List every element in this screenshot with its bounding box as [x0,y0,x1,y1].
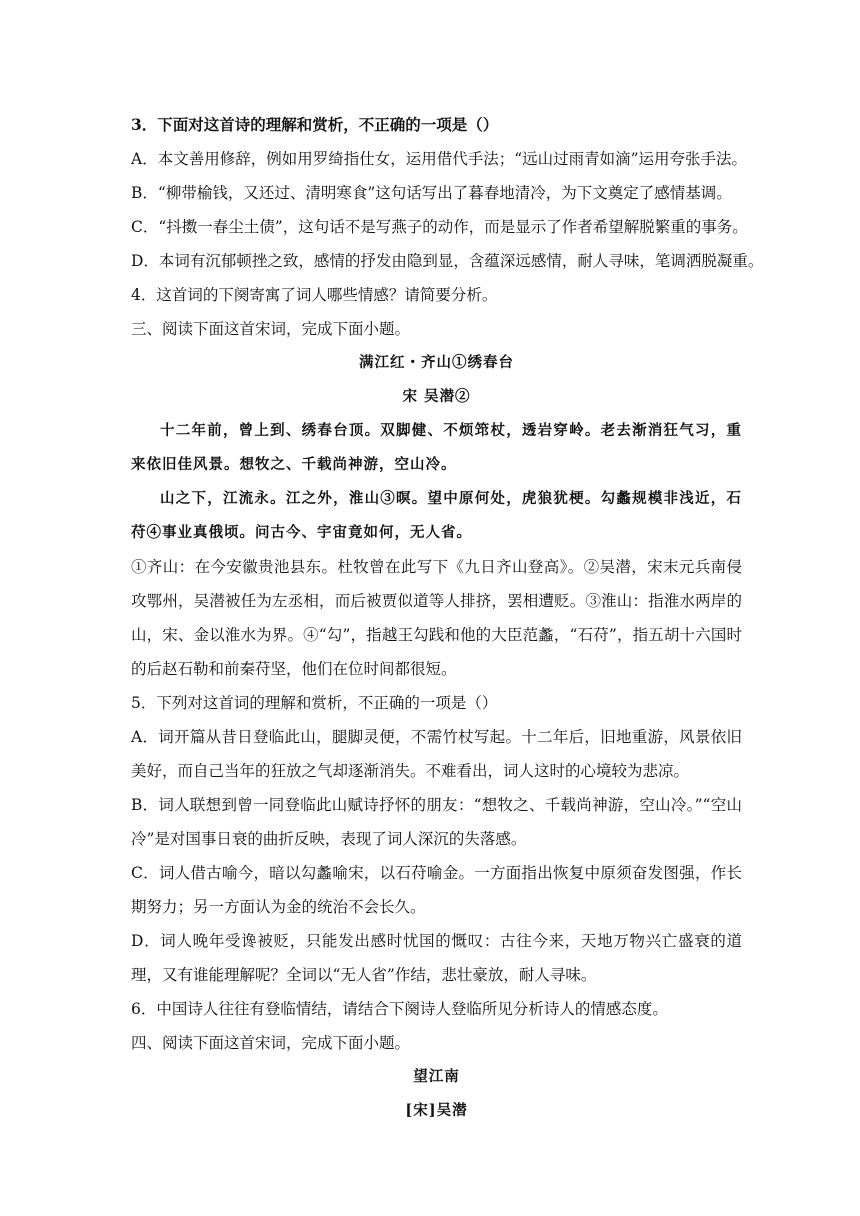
q5-option-b: B．词人联想到曾一同登临此山赋诗抒怀的朋友：“想牧之、千载尚神游，空山冷。”“空山冷”是对国事日衰的曲折反映，表现了词人深沉的失落感。 [131,796,742,848]
poem2-author: [宋]吴潜 [405,1102,468,1119]
q4-stem: 4．这首词的下阕寄寓了词人哪些情感？请简要分析。 [131,286,498,304]
q3-option-a: A．本文善用修辞，例如用罗绮指仕女，运用借代手法；“远山过雨青如滴”运用夸张手法。 [131,150,748,168]
q6-stem: 6．中国诗人往往有登临情结，请结合下阕诗人登临所见分析诗人的情感态度。 [131,1000,668,1018]
q3-option-b: B．“柳带榆钱，又还过、清明寒食”这句话写出了暮春地清冷，为下文奠定了感情基调。 [131,184,732,202]
q3-stem: 3．下面对这首诗的理解和赏析，不正确的一项是（） [131,115,499,134]
poem1-title: 满江红・齐山①绣春台 [359,354,514,371]
section4-heading: 四、阅读下面这首宋词，完成下面小题。 [131,1034,411,1052]
q5-stem: 5．下列对这首词的理解和赏析，不正确的一项是（） [131,694,498,712]
poem1-stanza1: 十二年前，曾上到、绣春台顶。双脚健、不烦筇杖，透岩穿岭。老去渐消狂气习，重来依旧佳风景。想牧之、千载尚神游，空山冷。 [131,422,742,473]
q5-option-a: A．词开篇从昔日登临此山，腿脚灵便，不需竹杖写起。十二年后，旧地重游，风景依旧美好，而自己当年的狂放之气却逐渐消失。不难看出，词人这时的心境较为悲凉。 [131,728,742,780]
q5-option-d: D．词人晚年受谗被贬，只能发出感时忧国的慨叹：古往今来，天地万物兴亡盛衰的道理，又有谁能理解呢？全词以“无人省”作结，悲壮豪放，耐人寻味。 [131,932,742,984]
q3-option-c: C．“抖擞一春尘土债”，这句话不是写燕子的动作，而是显示了作者希望解脱繁重的事务。 [131,218,748,236]
q5-option-c: C．词人借古喻今，暗以勾蠡喻宋，以石苻喻金。一方面指出恢复中原须奋发图强，作长期努力；另一方面认为金的统治不会长久。 [131,864,742,916]
poem1-notes: ①齐山：在今安徽贵池县东。杜牧曾在此写下《九日齐山登高》。②吴潜，宋末元兵南侵攻鄂州，吴潜被任为左丞相，而后被贾似道等人排挤，罢相遭贬。③淮山：指淮水两岸的山，宋、金以淮水为界。④“勾”，指越王勾践和他的大臣范蠡，“石苻”，指五胡十六国时的后赵石勒和前秦苻坚，他们在位时间都很短。 [131,558,742,678]
poem1-stanza2: 山之下，江流永。江之外，淮山③暝。望中原何处，虎狼犹梗。勾蠡规模非浅近，石苻④事业真俄顷。问古今、宇宙竟如何，无人省。 [131,490,742,541]
q3-option-d: D．本词有沉郁顿挫之致，感情的抒发由隐到显，含蕴深远感情，耐人寻味，笔调洒脱凝重。 [131,252,764,270]
section3-heading: 三、阅读下面这首宋词，完成下面小题。 [131,320,411,338]
poem2-title: 望江南 [413,1068,460,1085]
poem1-author: 宋 吴潜② [402,388,471,405]
